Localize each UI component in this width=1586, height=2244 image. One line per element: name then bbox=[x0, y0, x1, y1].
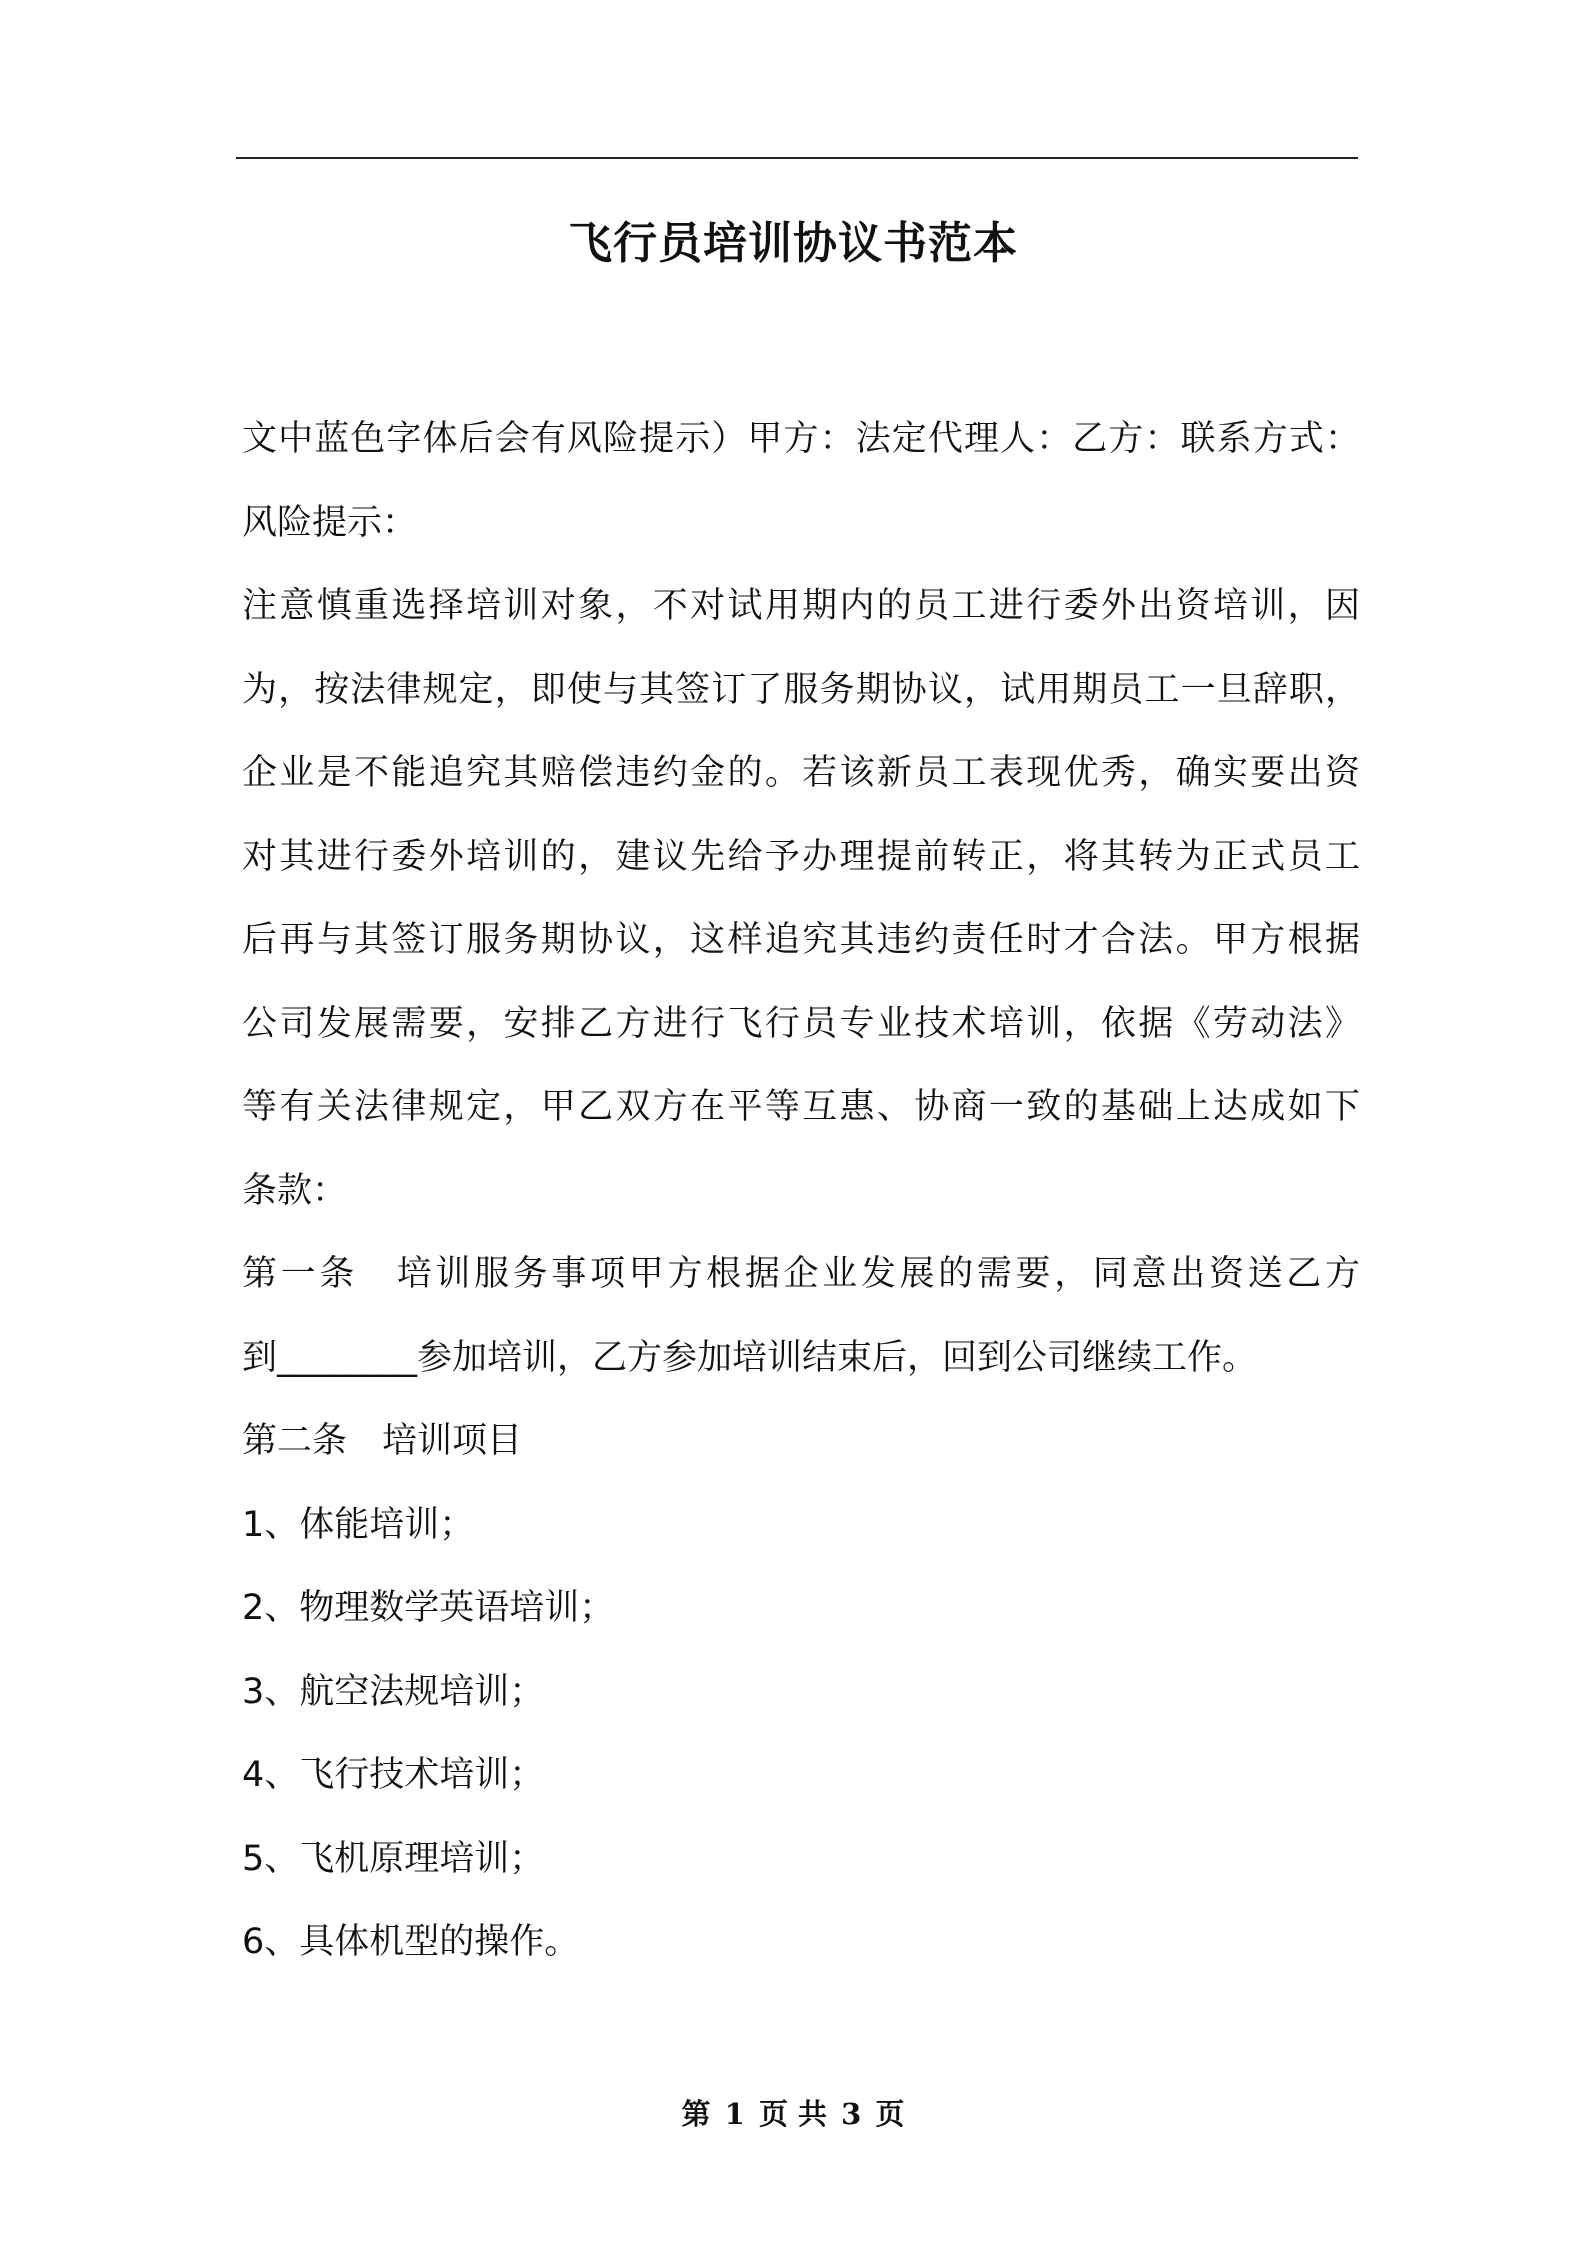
header-rule bbox=[236, 157, 1358, 159]
list-item: 6、具体机型的操作。 bbox=[242, 1922, 580, 1962]
body-line: 后再与其签订服务期协议，这样追究其违约责任时才合法。甲方根据 bbox=[242, 920, 1360, 960]
body-line: 公司发展需要，安排乙方进行飞行员专业技术培训，依据《劳动法》 bbox=[242, 1003, 1360, 1044]
list-item: 2、物理数学英语培训； bbox=[242, 1588, 615, 1628]
list-item: 5、飞机原理培训； bbox=[242, 1838, 545, 1879]
body-line: 到________参加培训，乙方参加培训结束后，回到公司继续工作。 bbox=[242, 1337, 1258, 1378]
body-line: 风险提示： bbox=[242, 502, 418, 543]
footer-middle: 页 共 bbox=[758, 2097, 828, 2131]
current-page-number: 1 bbox=[724, 2097, 745, 2131]
page-footer bbox=[0, 2094, 1586, 2134]
body-line: 对其进行委外培训的，建议先给予办理提前转正，将其转为正式员工 bbox=[242, 836, 1360, 877]
total-page-count: 3 bbox=[841, 2097, 862, 2131]
list-item: 1、体能培训； bbox=[242, 1504, 475, 1545]
body-line: 等有关法律规定，甲乙双方在平等互惠、协商一致的基础上达成如下 bbox=[242, 1087, 1360, 1127]
body-line: 为，按法律规定，即使与其签订了服务期协议，试用期员工一旦辞职， bbox=[242, 669, 1360, 710]
list-item: 3、航空法规培训； bbox=[242, 1671, 545, 1712]
document-body bbox=[242, 398, 1360, 1985]
body-line: 第二条 培训项目 bbox=[242, 1421, 523, 1461]
body-line: 第一条 培训服务事项甲方根据企业发展的需要，同意出资送乙方 bbox=[242, 1254, 1360, 1294]
body-line: 条款： bbox=[242, 1170, 348, 1211]
body-line: 文中蓝色字体后会有风险提示）甲方：法定代理人：乙方：联系方式： bbox=[242, 419, 1360, 459]
body-line: 注意慎重选择培训对象，不对试用期内的员工进行委外出资培训，因 bbox=[242, 586, 1360, 626]
document-title: 飞行员培训协议书范本 bbox=[568, 218, 1018, 269]
footer-suffix: 页 bbox=[875, 2097, 905, 2131]
body-line: 企业是不能追究其赔偿违约金的。若该新员工表现优秀，确实要出资 bbox=[242, 753, 1360, 793]
list-item: 4、飞行技术培训； bbox=[242, 1755, 545, 1795]
footer-prefix: 第 bbox=[681, 2097, 711, 2131]
